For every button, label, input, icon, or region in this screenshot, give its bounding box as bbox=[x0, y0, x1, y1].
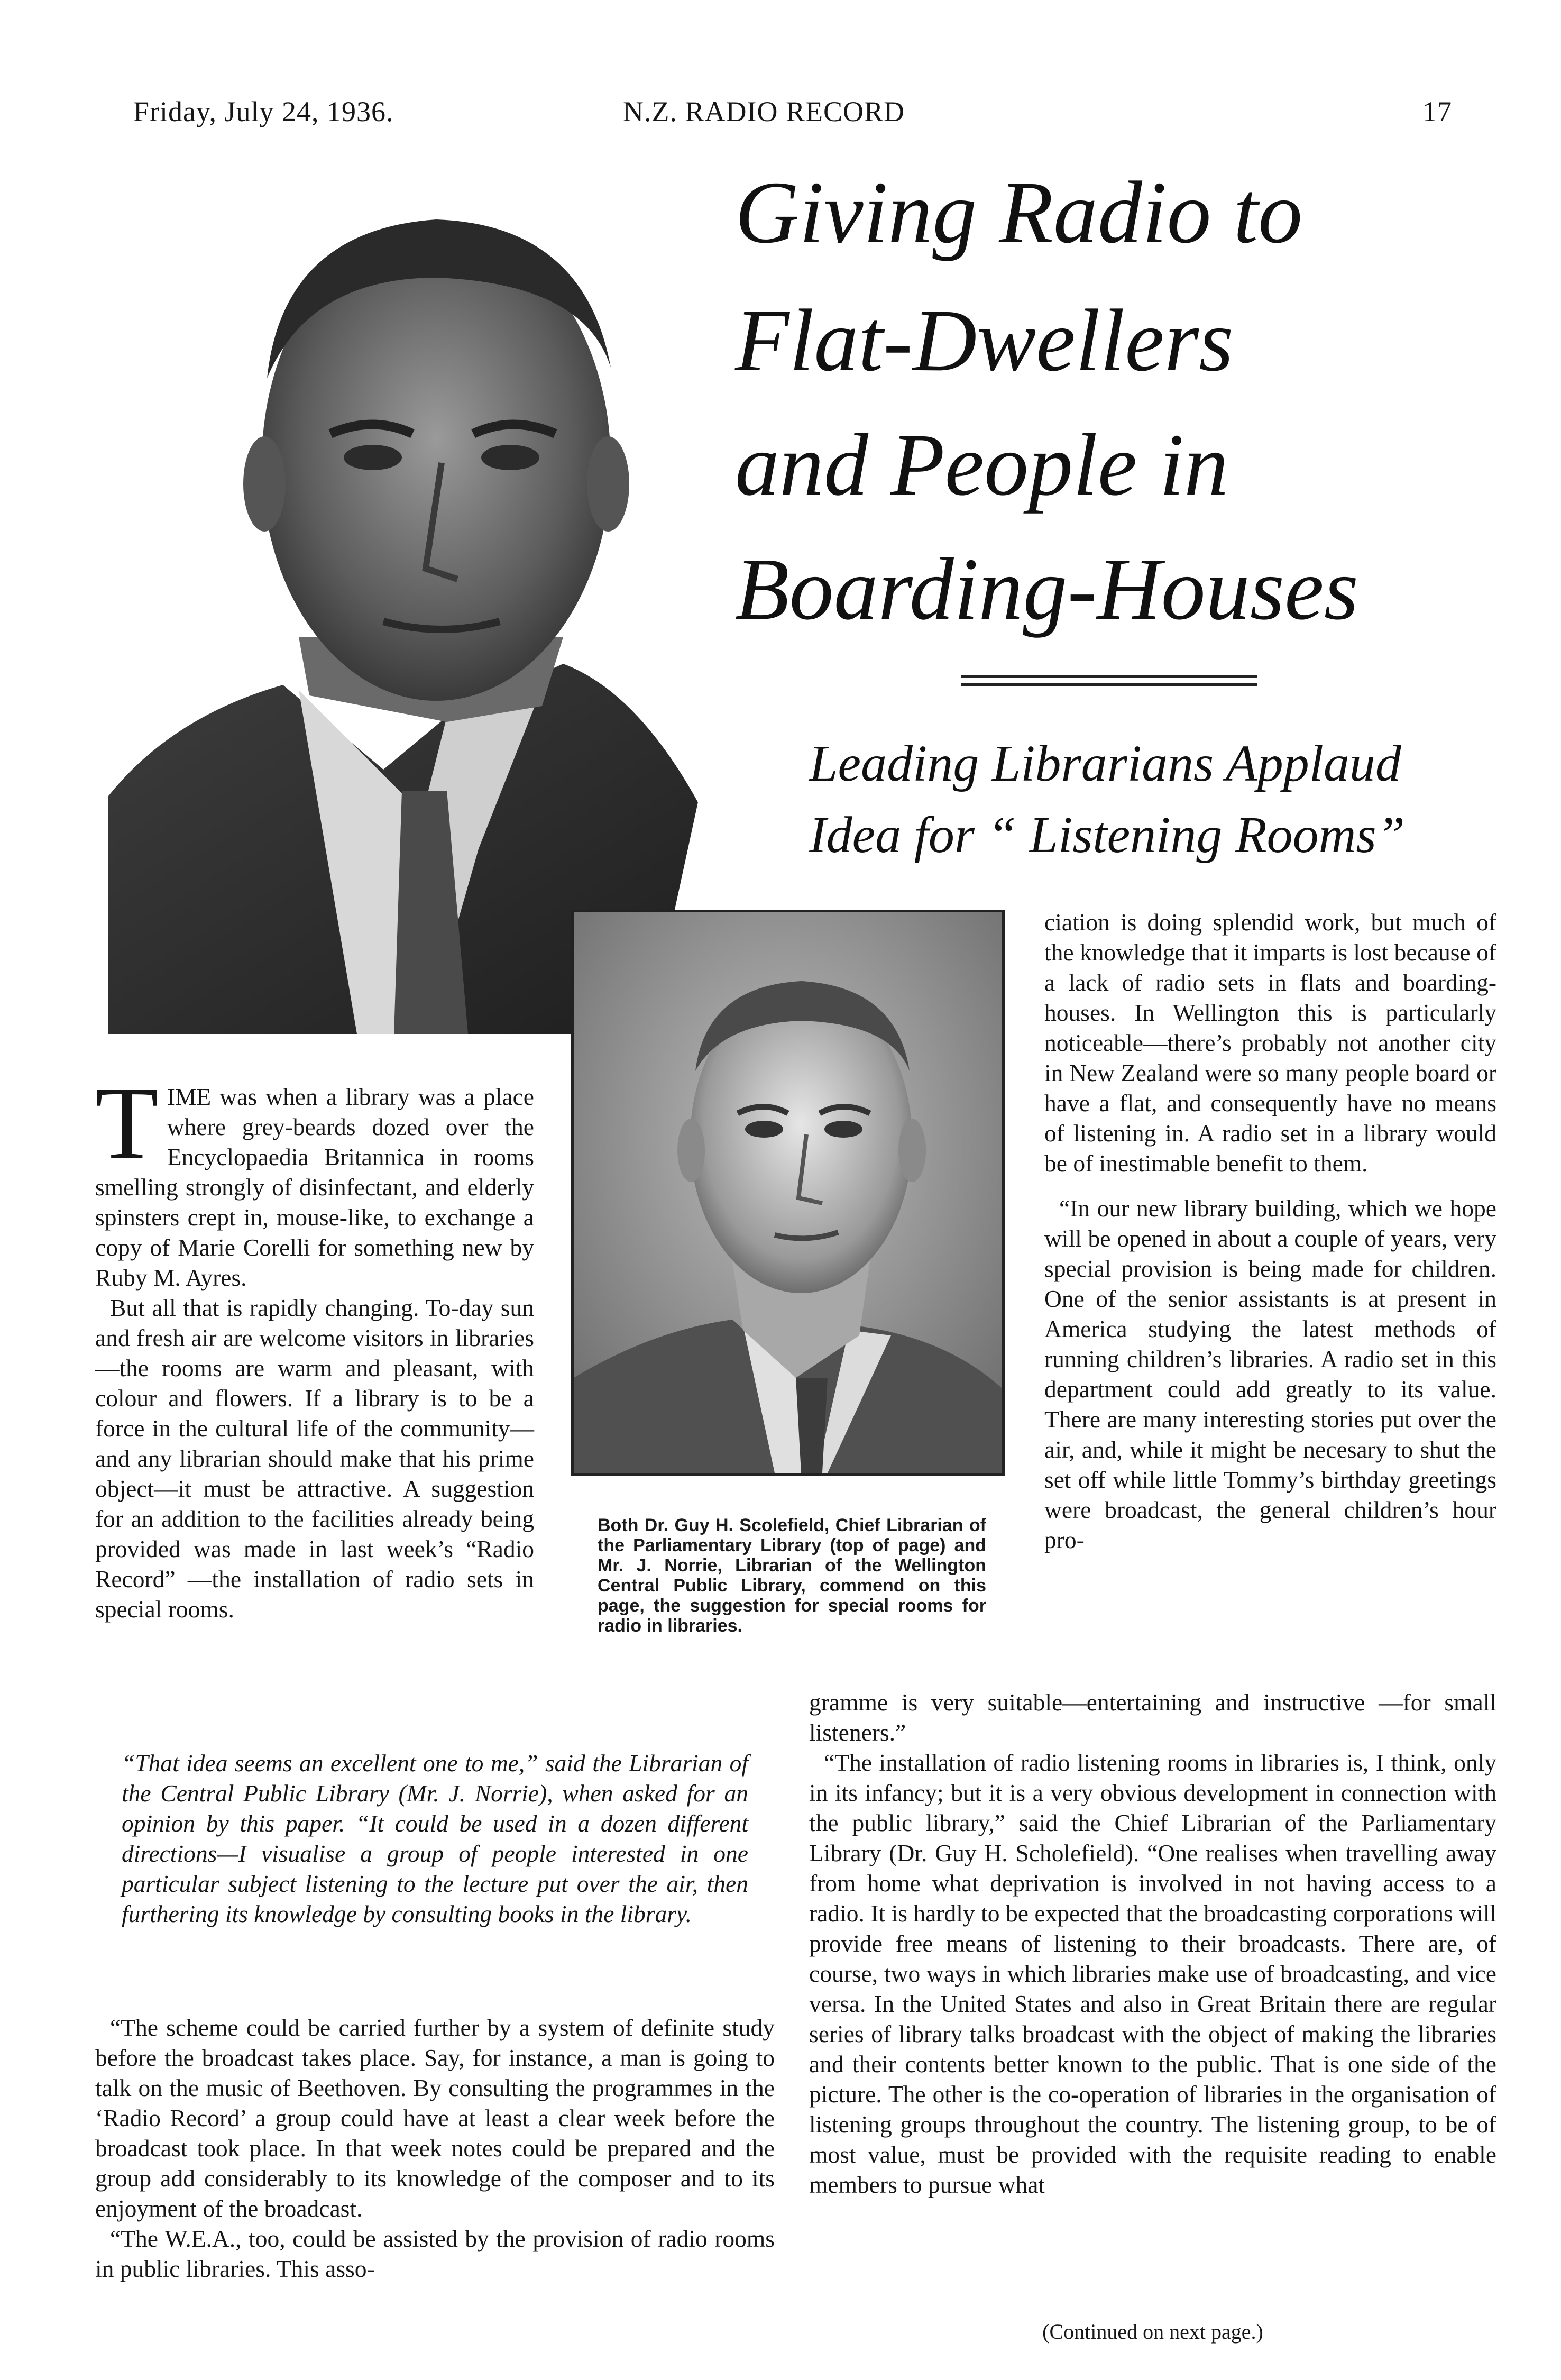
headline-line-1: Giving Radio to bbox=[735, 163, 1303, 262]
right-lower-paragraph-1: gramme is very suitable—entertaining and instructive —for small listeners.” bbox=[809, 1689, 1496, 1746]
right-paragraph-1: ciation is doing splendid work, but much of the knowledge that it imparts is lost because of a lack of radio sets in flats and boarding-houses. In Wellington this is particularly noticeable—there’s probably not another city in New Zealand were so many people board or have a flat, and consequently have no means of listening in. A radio set in a library would be of inestimable benefit to them. bbox=[1044, 909, 1496, 1177]
large-portrait-photo bbox=[108, 188, 717, 1034]
small-portrait-frame bbox=[571, 910, 1005, 1476]
page-number: 17 bbox=[1422, 96, 1452, 127]
subtitle-line-1: Leading Librarians Applaud bbox=[809, 735, 1401, 792]
subtitle-line-2: Idea for “ Listening Rooms” bbox=[809, 807, 1406, 864]
headline-line-2: Flat-Dwellers bbox=[735, 291, 1234, 390]
title-rule-top bbox=[961, 675, 1257, 678]
right-paragraph-2: “In our new library building, which we hope will be opened in about a couple of years, very special provision is being made for children. One of the senior assistants is at present in America studying the latest methods of running children’s libraries. A radio set in this department could add greatly to its value. There are many interesting stories put over the air, and, while it might be necesary to shut the set off while little Tommy’s birthday greetings were broadcast, the general children’s hour pro- bbox=[1044, 1195, 1496, 1553]
publication-name: N.Z. RADIO RECORD bbox=[623, 96, 905, 127]
small-portrait-image bbox=[574, 912, 1002, 1473]
right-column-lower bbox=[809, 1687, 1496, 2200]
left-paragraph-2: But all that is rapidly changing. To-day sun and fresh air are welcome visitors in libraries—the rooms are warm and pleasant, with colour and flowers. If a library is to be a force in the cultural life of the community—and any librarian should make that his prime object—it must be attractive. A suggestion for an addition to the facilities already being provided was made in last week’s “Radio Record” —the installation of radio sets in special rooms. bbox=[95, 1294, 534, 1623]
photo-caption: Both Dr. Guy H. Scolefield, Chief Librarian of the Parliamentary Library (top of page) and Mr. J. Norrie, Librarian of the Wellington Central Public Library, commend on this page, the suggestion for special rooms for radio in libraries. bbox=[598, 1515, 986, 1636]
left-column-lower bbox=[95, 2012, 775, 2284]
headline-line-4: Boarding-Houses bbox=[735, 540, 1359, 638]
norrie-quote: “That idea seems an excellent one to me,” said the Librarian of the Central Public Library (Mr. J. Norrie), when asked for an opinion by this paper. “It could be used in a dozen different directions—I visualise a group of people interested in one particular subject listening to the lecture put over the air, then furthering its knowledge by consulting books in the library. bbox=[122, 1750, 748, 1927]
right-lower-paragraph-2: “The installation of radio listening rooms in libraries is, I think, only in its infancy; but it is a very obvious development in connection with the public library,” said the Chief Librarian of the Parliamentary Library (Dr. Guy H. Scholefield). “One realises when travelling away from home what deprivation is involved in not having access to a radio. It is hardly to be expected that the broadcasting corporations will provide free means of listening to their broadcasts. There are, of course, two ways in which libraries make use of broadcasting, and vice versa. In the United States and also in Great Britain there are regular series of library talks broadcast with the object of making the libraries and their contents better known to the public. That is one side of the picture. The other is the co-operation of libraries in the organisation of listening groups throughout the country. The listening group, to be of most value, must be provided with the requisite reading to enable members to pursue what bbox=[809, 1749, 1496, 2198]
right-column-upper bbox=[1044, 907, 1496, 1555]
large-portrait-image bbox=[108, 188, 717, 1034]
left-column-upper bbox=[95, 1066, 534, 1624]
continued-note: (Continued on next page.) bbox=[1042, 2320, 1263, 2344]
opening-paragraph bbox=[95, 1066, 534, 1293]
left-lower-paragraph-1: “The scheme could be carried further by a system of definite study before the broadcast takes place. Say, for instance, a man is going to talk on the music of Beethoven. By consulting the programmes in the ‘Radio Record’ a group could have at least a clear week before the broadcast took place. In that week notes could be prepared and the group add considerably to its knowledge of the composer and to its enjoyment of the broadcast. bbox=[95, 2014, 775, 2222]
opening-paragraph-text: IME was when a library was a place where grey-beards dozed over the Encyclopaedia Britannica in rooms smelling strongly of disinfectant, and elderly spinsters crept in, mouse-like, to exchange a copy of Marie Corelli for something new by Ruby M. Ayres. bbox=[95, 1083, 534, 1291]
title-rule-bottom bbox=[961, 683, 1257, 686]
headline-line-3: and People in bbox=[735, 416, 1229, 514]
issue-date: Friday, July 24, 1936. bbox=[133, 96, 394, 127]
drop-cap: T bbox=[95, 1066, 159, 1180]
left-lower-paragraph-2: “The W.E.A., too, could be assisted by the provision of radio rooms in public libraries. This asso- bbox=[95, 2225, 775, 2282]
